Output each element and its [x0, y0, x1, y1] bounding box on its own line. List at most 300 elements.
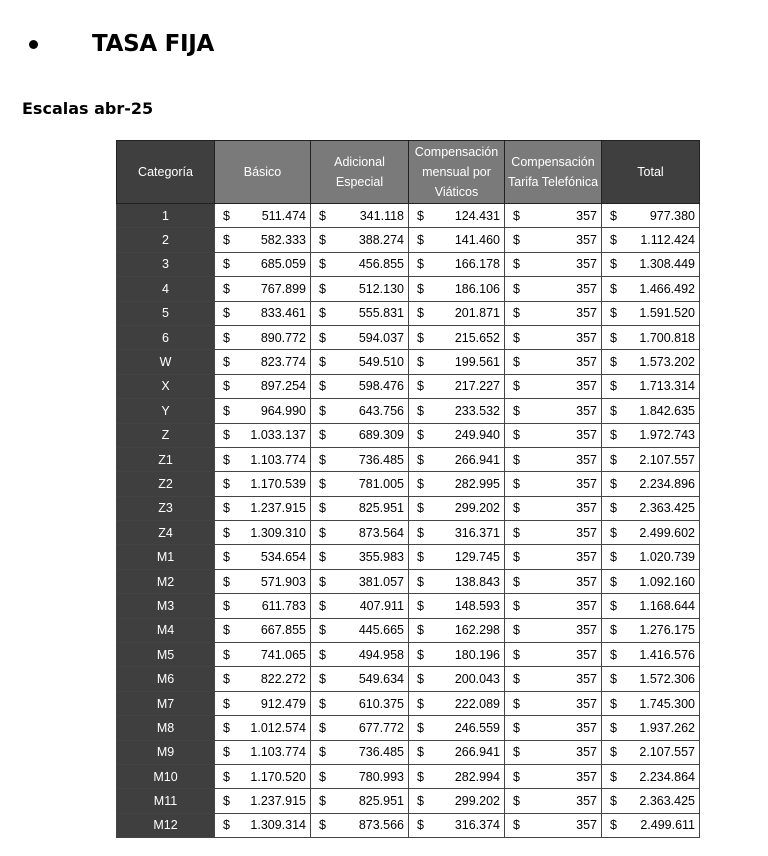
currency-symbol: $ — [417, 525, 424, 540]
cell-basico — [215, 569, 311, 593]
cell-total — [602, 594, 700, 618]
cell-adicional-especial — [311, 789, 409, 813]
currency-symbol: $ — [417, 818, 424, 833]
cell-adicional-especial — [311, 569, 409, 593]
cell-total — [602, 423, 700, 447]
currency-symbol: $ — [223, 208, 230, 223]
currency-symbol: $ — [223, 306, 230, 321]
amount-value: 299.202 — [454, 501, 500, 516]
currency-symbol: $ — [610, 281, 617, 296]
currency-symbol: $ — [513, 696, 520, 711]
currency-symbol: $ — [610, 769, 617, 784]
currency-symbol: $ — [417, 647, 424, 662]
cell-categoria: W — [117, 350, 215, 374]
amount-value: 2.499.602 — [639, 525, 695, 540]
cell-categoria: 3 — [117, 252, 215, 276]
amount-value: 1.103.774 — [250, 452, 306, 467]
amount-value: 233.532 — [454, 403, 500, 418]
amount-value: 1.591.520 — [639, 306, 695, 321]
cell-adicional-especial — [311, 447, 409, 471]
currency-symbol: $ — [223, 720, 230, 735]
currency-symbol: $ — [417, 257, 424, 272]
amount-value: 689.309 — [358, 428, 404, 443]
amount-value: 610.375 — [358, 696, 404, 711]
cell-compensacion-telefonica — [505, 643, 602, 667]
amount-value: 549.510 — [358, 355, 404, 370]
cell-categoria: Y — [117, 399, 215, 423]
currency-symbol: $ — [417, 720, 424, 735]
table-row — [117, 204, 700, 228]
currency-symbol: $ — [319, 574, 326, 589]
amount-value: 1.012.574 — [250, 720, 306, 735]
currency-symbol: $ — [610, 233, 617, 248]
currency-symbol: $ — [417, 379, 424, 394]
amount-value: 200.043 — [454, 672, 500, 687]
cell-compensacion-telefonica — [505, 618, 602, 642]
currency-symbol: $ — [417, 745, 424, 760]
cell-total — [602, 667, 700, 691]
cell-compensacion-telefonica — [505, 594, 602, 618]
currency-symbol: $ — [223, 794, 230, 809]
scale-subtitle: Escalas abr-25 — [22, 99, 154, 118]
cell-compensacion-viaticos — [409, 277, 505, 301]
amount-value: 741.065 — [260, 647, 306, 662]
currency-symbol: $ — [319, 306, 326, 321]
currency-symbol: $ — [513, 745, 520, 760]
cell-compensacion-telefonica — [505, 569, 602, 593]
amount-value: 357 — [576, 403, 597, 418]
amount-value: 555.831 — [358, 306, 404, 321]
currency-symbol: $ — [513, 794, 520, 809]
amount-value: 890.772 — [260, 330, 306, 345]
currency-symbol: $ — [319, 257, 326, 272]
cell-total — [602, 813, 700, 837]
amount-value: 357 — [576, 574, 597, 589]
cell-compensacion-viaticos — [409, 350, 505, 374]
amount-value: 316.374 — [454, 818, 500, 833]
cell-compensacion-viaticos — [409, 325, 505, 349]
currency-symbol: $ — [417, 672, 424, 687]
cell-compensacion-viaticos — [409, 399, 505, 423]
table-row — [117, 374, 700, 398]
currency-symbol: $ — [319, 501, 326, 516]
amount-value: 357 — [576, 233, 597, 248]
currency-symbol: $ — [513, 574, 520, 589]
amount-value: 598.476 — [358, 379, 404, 394]
amount-value: 667.855 — [260, 623, 306, 638]
cell-compensacion-viaticos — [409, 691, 505, 715]
cell-compensacion-viaticos — [409, 472, 505, 496]
table-row — [117, 569, 700, 593]
amount-value: 897.254 — [260, 379, 306, 394]
cell-categoria: Z2 — [117, 472, 215, 496]
cell-categoria: M3 — [117, 594, 215, 618]
amount-value: 299.202 — [454, 794, 500, 809]
cell-basico — [215, 691, 311, 715]
rates-table — [116, 140, 700, 838]
amount-value: 357 — [576, 525, 597, 540]
amount-value: 494.958 — [358, 647, 404, 662]
cell-total — [602, 301, 700, 325]
cell-basico — [215, 521, 311, 545]
currency-symbol: $ — [513, 452, 520, 467]
cell-compensacion-viaticos — [409, 496, 505, 520]
cell-compensacion-viaticos — [409, 618, 505, 642]
cell-basico — [215, 813, 311, 837]
cell-basico — [215, 228, 311, 252]
cell-categoria: X — [117, 374, 215, 398]
amount-value: 825.951 — [358, 501, 404, 516]
currency-symbol: $ — [513, 501, 520, 516]
cell-basico — [215, 496, 311, 520]
table-row — [117, 521, 700, 545]
cell-basico — [215, 447, 311, 471]
table-row — [117, 228, 700, 252]
currency-symbol: $ — [319, 208, 326, 223]
header-compensacion-viaticos: Compensación mensual por Viáticos — [409, 141, 505, 204]
currency-symbol: $ — [610, 208, 617, 223]
cell-categoria: 4 — [117, 277, 215, 301]
currency-symbol: $ — [223, 525, 230, 540]
amount-value: 357 — [576, 720, 597, 735]
currency-symbol: $ — [610, 623, 617, 638]
cell-categoria: M9 — [117, 740, 215, 764]
cell-compensacion-viaticos — [409, 228, 505, 252]
cell-total — [602, 447, 700, 471]
amount-value: 357 — [576, 623, 597, 638]
cell-compensacion-telefonica — [505, 545, 602, 569]
currency-symbol: $ — [417, 598, 424, 613]
currency-symbol: $ — [223, 818, 230, 833]
cell-basico — [215, 643, 311, 667]
cell-adicional-especial — [311, 594, 409, 618]
currency-symbol: $ — [223, 574, 230, 589]
cell-adicional-especial — [311, 472, 409, 496]
amount-value: 456.855 — [358, 257, 404, 272]
cell-basico — [215, 716, 311, 740]
amount-value: 2.107.557 — [639, 452, 695, 467]
amount-value: 964.990 — [260, 403, 306, 418]
cell-total — [602, 643, 700, 667]
currency-symbol: $ — [319, 623, 326, 638]
currency-symbol: $ — [417, 452, 424, 467]
amount-value: 141.460 — [454, 233, 500, 248]
cell-basico — [215, 350, 311, 374]
cell-basico — [215, 764, 311, 788]
currency-symbol: $ — [223, 452, 230, 467]
currency-symbol: $ — [610, 330, 617, 345]
cell-adicional-especial — [311, 764, 409, 788]
cell-basico — [215, 325, 311, 349]
currency-symbol: $ — [610, 745, 617, 760]
cell-categoria: 2 — [117, 228, 215, 252]
amount-value: 357 — [576, 306, 597, 321]
currency-symbol: $ — [610, 403, 617, 418]
currency-symbol: $ — [513, 623, 520, 638]
currency-symbol: $ — [223, 623, 230, 638]
cell-adicional-especial — [311, 545, 409, 569]
currency-symbol: $ — [223, 598, 230, 613]
cell-adicional-especial — [311, 716, 409, 740]
amount-value: 124.431 — [454, 208, 500, 223]
currency-symbol: $ — [223, 330, 230, 345]
currency-symbol: $ — [223, 550, 230, 565]
cell-compensacion-viaticos — [409, 374, 505, 398]
currency-symbol: $ — [319, 769, 326, 784]
cell-adicional-especial — [311, 399, 409, 423]
cell-compensacion-telefonica — [505, 789, 602, 813]
table-row — [117, 545, 700, 569]
currency-symbol: $ — [417, 550, 424, 565]
cell-compensacion-telefonica — [505, 277, 602, 301]
table-row — [117, 472, 700, 496]
cell-compensacion-viaticos — [409, 447, 505, 471]
currency-symbol: $ — [319, 794, 326, 809]
currency-symbol: $ — [223, 696, 230, 711]
cell-basico — [215, 618, 311, 642]
amount-value: 180.196 — [454, 647, 500, 662]
amount-value: 582.333 — [260, 233, 306, 248]
cell-adicional-especial — [311, 667, 409, 691]
currency-symbol: $ — [513, 379, 520, 394]
amount-value: 388.274 — [358, 233, 404, 248]
cell-total — [602, 521, 700, 545]
amount-value: 129.745 — [454, 550, 500, 565]
amount-value: 341.118 — [359, 208, 404, 223]
amount-value: 780.993 — [358, 769, 404, 784]
cell-total — [602, 569, 700, 593]
amount-value: 1.020.739 — [639, 550, 695, 565]
amount-value: 1.237.915 — [250, 501, 306, 516]
cell-compensacion-telefonica — [505, 716, 602, 740]
cell-compensacion-telefonica — [505, 228, 602, 252]
amount-value: 355.983 — [358, 550, 404, 565]
amount-value: 2.499.611 — [640, 818, 695, 833]
amount-value: 767.899 — [260, 281, 306, 296]
amount-value: 357 — [576, 769, 597, 784]
amount-value: 1.170.520 — [250, 769, 306, 784]
cell-adicional-especial — [311, 277, 409, 301]
cell-adicional-especial — [311, 740, 409, 764]
table-header-row — [117, 141, 700, 204]
table-row — [117, 301, 700, 325]
currency-symbol: $ — [417, 501, 424, 516]
amount-value: 357 — [576, 696, 597, 711]
cell-compensacion-telefonica — [505, 374, 602, 398]
cell-total — [602, 374, 700, 398]
page-title: TASA FIJA — [92, 31, 215, 57]
amount-value: 512.130 — [358, 281, 404, 296]
cell-compensacion-telefonica — [505, 521, 602, 545]
amount-value: 266.941 — [454, 452, 500, 467]
bullet-icon — [29, 40, 38, 49]
cell-categoria: 5 — [117, 301, 215, 325]
cell-categoria: Z — [117, 423, 215, 447]
currency-symbol: $ — [319, 403, 326, 418]
currency-symbol: $ — [417, 233, 424, 248]
amount-value: 316.371 — [454, 525, 500, 540]
table-row — [117, 716, 700, 740]
amount-value: 594.037 — [358, 330, 404, 345]
amount-value: 222.089 — [454, 696, 500, 711]
cell-adicional-especial — [311, 643, 409, 667]
amount-value: 1.168.644 — [639, 598, 695, 613]
cell-basico — [215, 277, 311, 301]
table-body — [117, 204, 700, 838]
amount-value: 357 — [576, 355, 597, 370]
header-compensacion-telefonica: Compensación Tarifa Telefónica — [505, 141, 602, 204]
amount-value: 873.566 — [358, 818, 404, 833]
amount-value: 162.298 — [454, 623, 500, 638]
currency-symbol: $ — [513, 257, 520, 272]
currency-symbol: $ — [610, 672, 617, 687]
amount-value: 1.713.314 — [639, 379, 695, 394]
cell-compensacion-telefonica — [505, 472, 602, 496]
amount-value: 357 — [576, 452, 597, 467]
currency-symbol: $ — [610, 476, 617, 491]
amount-value: 2.107.557 — [639, 745, 695, 760]
currency-symbol: $ — [223, 257, 230, 272]
cell-compensacion-telefonica — [505, 447, 602, 471]
currency-symbol: $ — [610, 550, 617, 565]
cell-categoria: M1 — [117, 545, 215, 569]
cell-compensacion-viaticos — [409, 423, 505, 447]
currency-symbol: $ — [223, 745, 230, 760]
cell-adicional-especial — [311, 252, 409, 276]
table-row — [117, 667, 700, 691]
currency-symbol: $ — [417, 794, 424, 809]
currency-symbol: $ — [223, 428, 230, 443]
currency-symbol: $ — [610, 647, 617, 662]
amount-value: 266.941 — [454, 745, 500, 760]
currency-symbol: $ — [513, 208, 520, 223]
amount-value: 357 — [576, 428, 597, 443]
amount-value: 357 — [576, 476, 597, 491]
cell-basico — [215, 399, 311, 423]
cell-adicional-especial — [311, 204, 409, 228]
currency-symbol: $ — [319, 428, 326, 443]
cell-categoria: M5 — [117, 643, 215, 667]
cell-basico — [215, 204, 311, 228]
cell-compensacion-viaticos — [409, 521, 505, 545]
table-row — [117, 764, 700, 788]
currency-symbol: $ — [319, 281, 326, 296]
cell-categoria: Z4 — [117, 521, 215, 545]
currency-symbol: $ — [610, 525, 617, 540]
currency-symbol: $ — [223, 672, 230, 687]
amount-value: 1.466.492 — [639, 281, 695, 296]
amount-value: 246.559 — [454, 720, 500, 735]
amount-value: 2.363.425 — [639, 501, 695, 516]
currency-symbol: $ — [513, 672, 520, 687]
cell-compensacion-telefonica — [505, 252, 602, 276]
currency-symbol: $ — [417, 208, 424, 223]
cell-compensacion-viaticos — [409, 545, 505, 569]
table-row — [117, 643, 700, 667]
currency-symbol: $ — [417, 330, 424, 345]
cell-compensacion-telefonica — [505, 496, 602, 520]
amount-value: 357 — [576, 550, 597, 565]
amount-value: 643.756 — [358, 403, 404, 418]
amount-value: 1.112.424 — [640, 233, 695, 248]
cell-compensacion-viaticos — [409, 643, 505, 667]
amount-value: 611.783 — [261, 598, 306, 613]
currency-symbol: $ — [319, 550, 326, 565]
currency-symbol: $ — [610, 355, 617, 370]
table-row — [117, 813, 700, 837]
amount-value: 1.937.262 — [639, 720, 695, 735]
amount-value: 677.772 — [358, 720, 404, 735]
amount-value: 1.745.300 — [639, 696, 695, 711]
table-row — [117, 691, 700, 715]
amount-value: 571.903 — [260, 574, 306, 589]
amount-value: 1.700.818 — [639, 330, 695, 345]
amount-value: 825.951 — [358, 794, 404, 809]
amount-value: 357 — [576, 647, 597, 662]
cell-categoria: 1 — [117, 204, 215, 228]
amount-value: 1.972.743 — [639, 428, 695, 443]
currency-symbol: $ — [417, 623, 424, 638]
amount-value: 199.561 — [454, 355, 500, 370]
table-row — [117, 252, 700, 276]
cell-compensacion-viaticos — [409, 252, 505, 276]
amount-value: 833.461 — [260, 306, 306, 321]
amount-value: 217.227 — [454, 379, 500, 394]
currency-symbol: $ — [223, 769, 230, 784]
currency-symbol: $ — [610, 257, 617, 272]
cell-basico — [215, 667, 311, 691]
cell-categoria: Z1 — [117, 447, 215, 471]
currency-symbol: $ — [610, 794, 617, 809]
currency-symbol: $ — [223, 379, 230, 394]
cell-compensacion-telefonica — [505, 204, 602, 228]
amount-value: 357 — [576, 257, 597, 272]
amount-value: 1.237.915 — [250, 794, 306, 809]
amount-value: 282.995 — [454, 476, 500, 491]
cell-categoria: M2 — [117, 569, 215, 593]
amount-value: 201.871 — [454, 306, 500, 321]
cell-basico — [215, 472, 311, 496]
amount-value: 2.234.896 — [639, 476, 695, 491]
currency-symbol: $ — [319, 476, 326, 491]
amount-value: 357 — [576, 598, 597, 613]
amount-value: 1.276.175 — [639, 623, 695, 638]
amount-value: 912.479 — [260, 696, 306, 711]
amount-value: 823.774 — [260, 355, 306, 370]
cell-total — [602, 350, 700, 374]
cell-categoria: M8 — [117, 716, 215, 740]
cell-categoria: Z3 — [117, 496, 215, 520]
table-row — [117, 399, 700, 423]
cell-total — [602, 740, 700, 764]
cell-adicional-especial — [311, 618, 409, 642]
currency-symbol: $ — [513, 330, 520, 345]
cell-adicional-especial — [311, 350, 409, 374]
cell-total — [602, 228, 700, 252]
currency-symbol: $ — [319, 452, 326, 467]
table-row — [117, 447, 700, 471]
cell-compensacion-telefonica — [505, 813, 602, 837]
amount-value: 138.843 — [454, 574, 500, 589]
currency-symbol: $ — [513, 818, 520, 833]
amount-value: 685.059 — [260, 257, 306, 272]
amount-value: 1.308.449 — [639, 257, 695, 272]
currency-symbol: $ — [610, 574, 617, 589]
currency-symbol: $ — [610, 720, 617, 735]
currency-symbol: $ — [319, 355, 326, 370]
amount-value: 511.474 — [261, 208, 306, 223]
cell-total — [602, 789, 700, 813]
